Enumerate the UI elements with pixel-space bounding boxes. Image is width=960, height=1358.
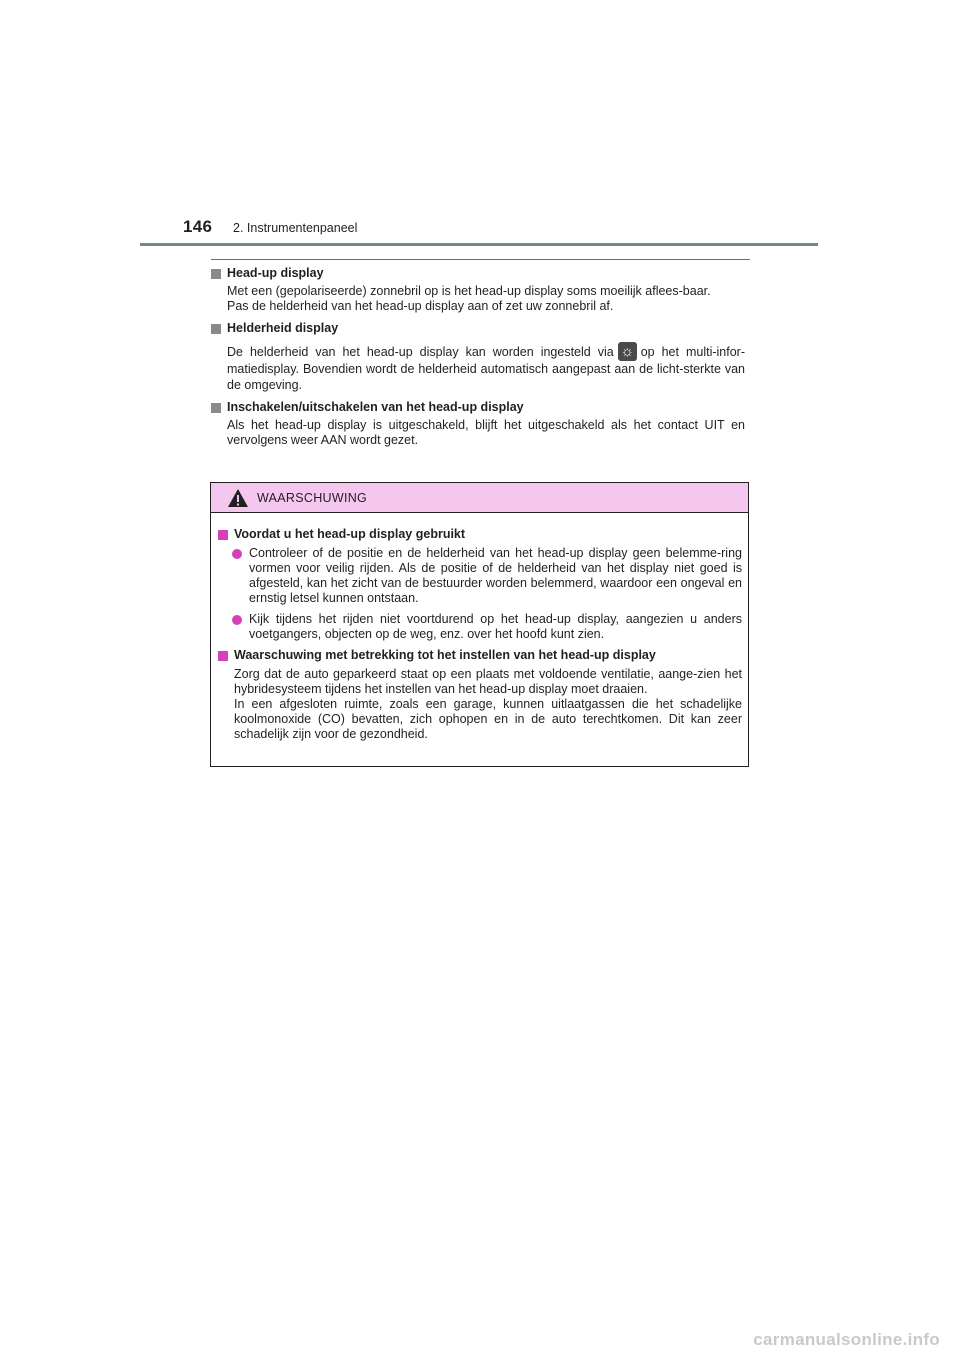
paragraph: Als het head-up display is uitgeschakeld, blijft het uitgeschakeld als het contact UIT en vervolgens weer AAN wordt gezet. — [227, 418, 745, 447]
section-title — [211, 321, 745, 336]
square-bullet-icon — [218, 530, 228, 540]
section-brightness — [211, 321, 745, 393]
warning-section-title-text: Voordat u het head-up display gebruikt — [234, 527, 466, 541]
section-body — [211, 284, 745, 314]
paragraph: Met een (gepolariseerde) zonnebril op is het head-up display soms moeilijk aflees-baar. — [227, 284, 711, 298]
watermark: carmanualsonline.info — [753, 1330, 940, 1349]
header-rule — [140, 243, 818, 246]
round-bullet-icon — [232, 549, 242, 559]
paragraph: Pas de helderheid van het head-up display aan of zet uw zonnebril af. — [227, 299, 614, 313]
paragraph — [227, 342, 745, 393]
warning-label: WAARSCHUWING — [257, 490, 368, 505]
warning-section-title — [218, 527, 742, 542]
section-title-text: Helderheid display — [227, 321, 339, 335]
square-bullet-icon — [211, 403, 221, 413]
warning-triangle-icon — [227, 488, 249, 508]
bullet-text: Controleer of de positie en de helderheid van het head-up display geen belemme-ring vormen voor veilig rijden. Als de positie of de helderheid van het display niet goed is afgesteld, kan het zicht van de bestuurder worden belemmerd, waardoor een ongeval en ernstig letsel kunnen ontstaan. — [249, 546, 742, 605]
content — [211, 266, 745, 455]
section-title-text: Head-up display — [227, 266, 324, 280]
square-bullet-icon — [218, 651, 228, 661]
warning-section-title — [218, 648, 742, 663]
bullet-text: Kijk tijdens het rijden niet voortdurend op het head-up display, aangezien u anders voetgangers, objecten op de weg, enz. over het hoofd kunt zien. — [249, 612, 742, 641]
warning-section-title-text: Waarschuwing met betrekking tot het instellen van het head-up display — [234, 648, 656, 662]
paragraph: Zorg dat de auto geparkeerd staat op een plaats met voldoende ventilatie, aange-zien het hybridesysteem tijdens het instellen van het head-up display moet draaien. — [234, 667, 742, 696]
warning-header — [211, 483, 748, 513]
text-after-icon: op het multi-infor-matiedisplay. Bovendien wordt de helderheid automatisch aangepast aan de licht-sterkte van de omgeving. — [227, 345, 745, 392]
warning-body — [211, 513, 748, 742]
section-title — [211, 266, 745, 281]
warning-bullet — [218, 546, 742, 606]
warning-section-adjusting — [218, 648, 742, 742]
section-body — [211, 418, 745, 448]
round-bullet-icon — [232, 615, 242, 625]
settings-gear-icon — [618, 342, 637, 361]
section-body — [211, 342, 745, 393]
section-head-up-display — [211, 266, 745, 314]
section-title-text: Inschakelen/uitschakelen van het head-up display — [227, 400, 524, 414]
warning-box — [210, 482, 749, 767]
paragraph: In een afgesloten ruimte, zoals een garage, kunnen uitlaatgassen die het schadelijke koolmonoxide (CO) bevatten, zich ophopen en in de auto terechtkomen. Dit kan zeer schadelijk zijn voor de gezondheid. — [234, 697, 742, 741]
text-before-icon: De helderheid van het head-up display kan worden ingesteld via — [227, 345, 614, 359]
section-title — [211, 400, 745, 415]
warning-bullet — [218, 612, 742, 642]
content-rule — [211, 259, 750, 260]
page-number: 146 — [183, 217, 213, 236]
warning-section-before-use — [218, 527, 742, 642]
chapter-title: 2. Instrumentenpaneel — [233, 221, 358, 235]
square-bullet-icon — [211, 324, 221, 334]
warning-section-body — [218, 667, 742, 742]
square-bullet-icon — [211, 269, 221, 279]
section-on-off — [211, 400, 745, 448]
